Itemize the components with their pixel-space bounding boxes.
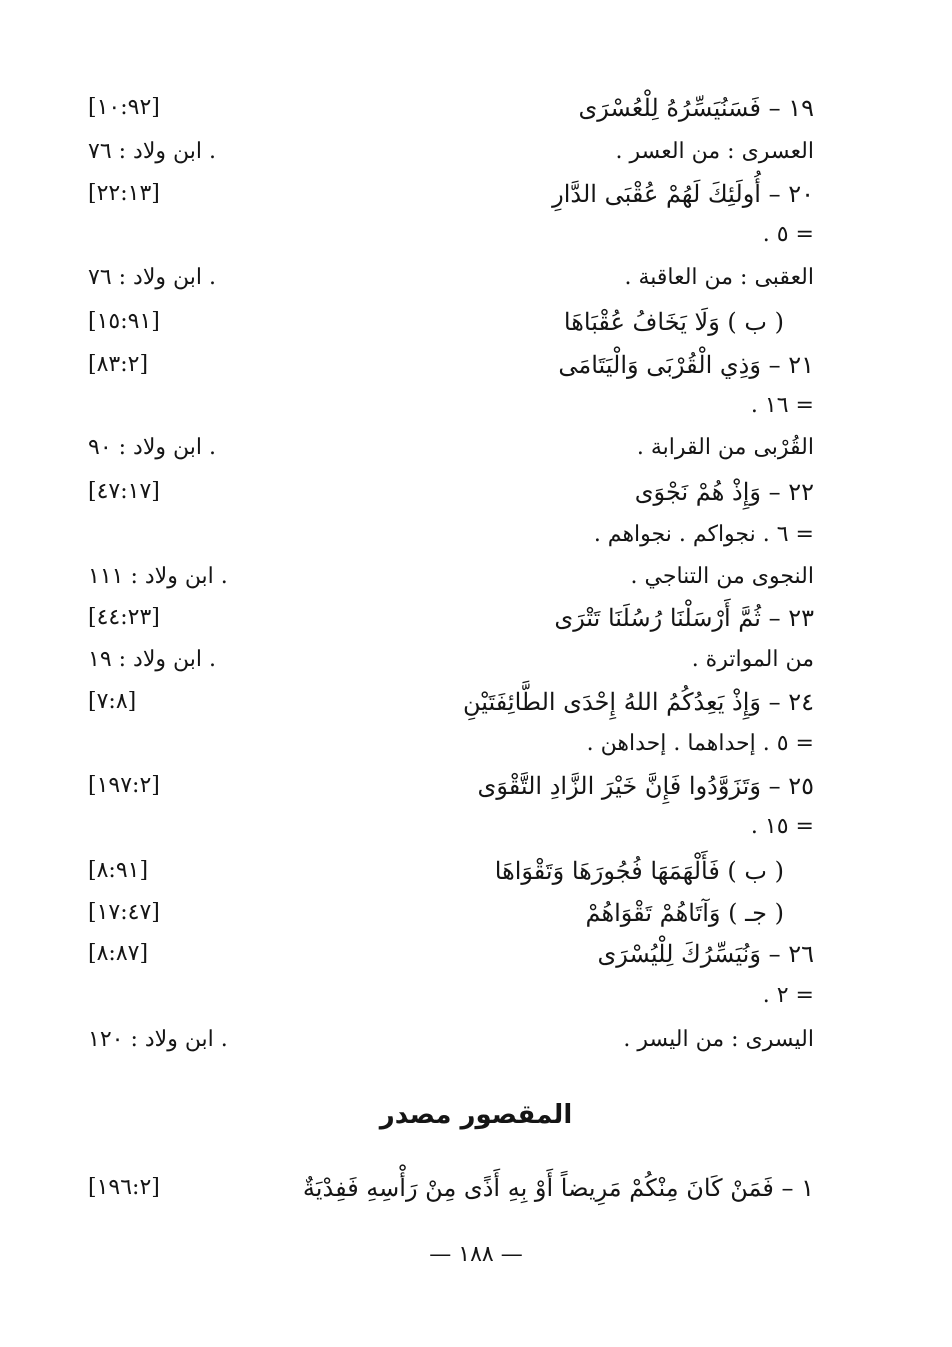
count-row — [0, 215, 952, 255]
verse-row — [0, 1168, 952, 1208]
verse-row — [0, 472, 952, 512]
verse-reference: [٨٣:٢] — [88, 352, 149, 377]
verse-text: ٢٥ – وَتَزَوَّدُوا فَإِنَّ خَيْرَ الزَّادِ التَّقْوَى — [477, 772, 814, 800]
verse-row — [0, 934, 952, 974]
verse-row — [0, 345, 952, 385]
count-text: = ٢ . — [762, 983, 814, 1008]
count-row — [0, 724, 952, 764]
verse-text: ( ب ) فَأَلْهَمَهَا فُجُورَهَا وَتَقْوَاهَا — [494, 857, 784, 885]
note-text: من المواترة . — [691, 647, 814, 672]
source-reference: ابن ولاد : ٧٦ . — [88, 139, 216, 164]
section-heading: المقصور مصدر — [379, 1100, 573, 1130]
verse-row — [0, 766, 952, 806]
verse-row — [0, 851, 952, 891]
count-row — [0, 386, 952, 426]
source-reference: ابن ولاد : ١٢٠ . — [88, 1027, 228, 1052]
verse-text: ١ – فَمَنْ كَانَ مِنْكُمْ مَرِيضاً أَوْ بِهِ أَذًى مِنْ رَأْسِهِ فَفِدْيَةٌ — [302, 1174, 814, 1202]
source-reference: ابن ولاد : ١١١ . — [88, 564, 228, 589]
note-row — [0, 1020, 952, 1060]
verse-text: ٢٤ – وَإِذْ يَعِدُكُمُ اللهُ إِحْدَى الطَّائِفَتَيْنِ — [463, 688, 814, 716]
verse-text: ( جـ ) وَآتَاهُمْ تَقْوَاهُمْ — [585, 899, 784, 927]
note-row — [0, 132, 952, 172]
note-text: النجوى من التناجي . — [630, 564, 814, 589]
verse-reference: [٤٤:٢٣] — [88, 605, 160, 630]
note-text: اليسرى : من اليسر . — [623, 1027, 814, 1052]
count-row — [0, 976, 952, 1016]
verse-row — [0, 893, 952, 933]
verse-reference: [١٩٧:٢] — [88, 773, 160, 798]
verse-reference: [٨:٨٧] — [88, 941, 149, 966]
verse-reference: [١٥:٩١] — [88, 309, 160, 334]
verse-text: ٢٣ – ثُمَّ أَرْسَلْنَا رُسُلَنَا تَتْرَى — [554, 604, 814, 632]
verse-reference: [٧:٨] — [88, 689, 137, 714]
verse-text: ٢٢ – وَإِذْ هُمْ نَجْوَى — [634, 478, 814, 506]
note-text: العسرى : من العسر . — [615, 139, 814, 164]
count-text: = ٦ . نجواكم . نجواهم . — [593, 522, 814, 547]
verse-reference: [١٧:٤٧] — [88, 900, 160, 925]
verse-text: ٢٦ – وَنُيَسِّرُكَ لِلْيُسْرَى — [597, 940, 814, 968]
note-row — [0, 557, 952, 597]
count-text: = ١٦ . — [750, 393, 814, 418]
note-row — [0, 428, 952, 468]
verse-text: ١٩ – فَسَنُيَسِّرُهُ لِلْعُسْرَى — [578, 94, 814, 122]
verse-row — [0, 302, 952, 342]
verse-row — [0, 174, 952, 214]
count-text: = ١٥ . — [750, 814, 814, 839]
verse-row — [0, 682, 952, 722]
count-text: = ٥ . إحداهما . إحداهن . — [586, 731, 814, 756]
count-text: = ٥ . — [762, 222, 814, 247]
page-number: — ١٨٨ — — [429, 1242, 523, 1267]
verse-reference: [٤٧:١٧] — [88, 479, 160, 504]
verse-reference: [٨:٩١] — [88, 858, 149, 883]
note-row — [0, 640, 952, 680]
verse-reference: [١٩٦:٢] — [88, 1175, 160, 1200]
verse-row — [0, 598, 952, 638]
note-text: القُرْبى من القرابة . — [636, 435, 814, 460]
source-reference: ابن ولاد : ١٩ . — [88, 647, 216, 672]
source-reference: ابن ولاد : ٧٦ . — [88, 265, 216, 290]
note-row — [0, 258, 952, 298]
verse-reference: [١٠:٩٢] — [88, 95, 160, 120]
verse-text: ( ب ) وَلَا يَخَافُ عُقْبَاهَا — [563, 308, 784, 336]
count-row — [0, 807, 952, 847]
verse-row — [0, 88, 952, 128]
count-row — [0, 515, 952, 555]
note-text: العقبى : من العاقبة . — [624, 265, 814, 290]
verse-reference: [٢٢:١٣] — [88, 181, 160, 206]
source-reference: ابن ولاد : ٩٠ . — [88, 435, 216, 460]
verse-text: ٢٠ – أُولَئِكَ لَهُمْ عُقْبَى الدَّارِ — [552, 180, 814, 208]
verse-text: ٢١ – وَذِي الْقُرْبَى وَالْيَتَامَى — [558, 351, 814, 379]
